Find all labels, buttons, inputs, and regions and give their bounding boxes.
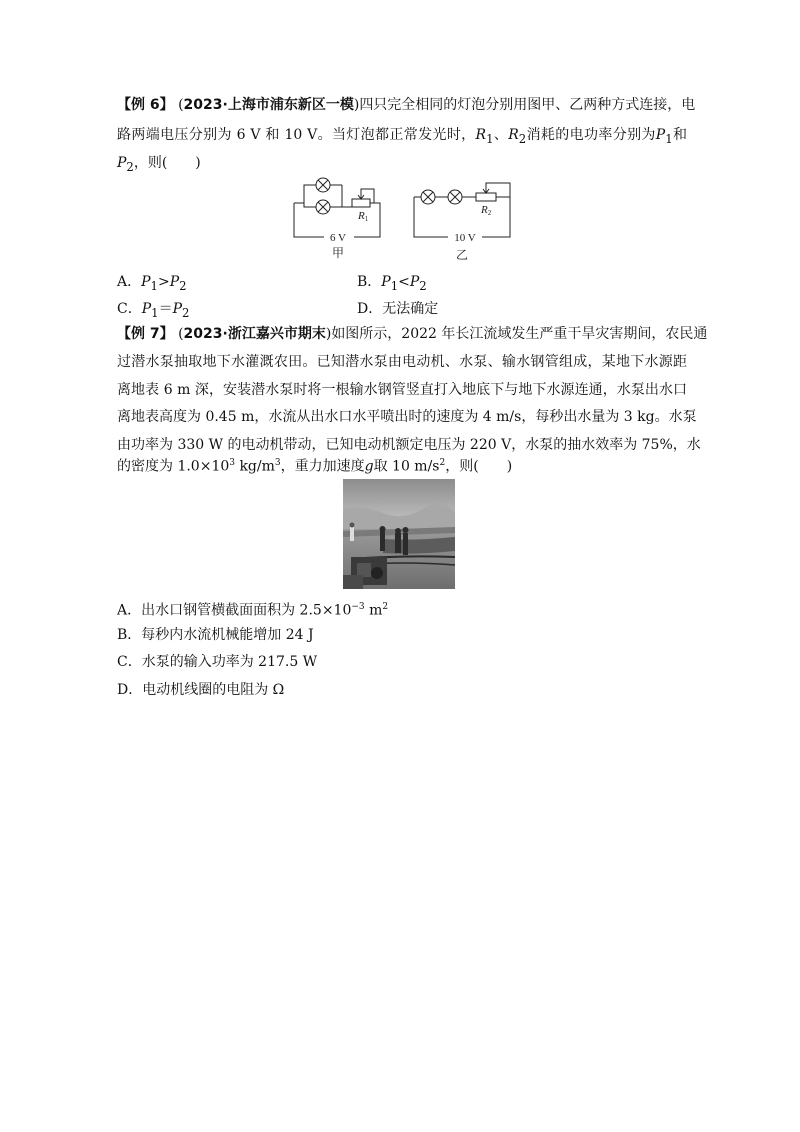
ex6-text-3: ，则( ) [133,155,201,171]
caption-jia: 甲 [331,246,345,260]
ex6-option-b[interactable]: B．$P_1<P_2$ [357,274,427,293]
ex6-option-d[interactable]: D．无法确定 [357,301,439,317]
ex7-tag: 【例 7】 [117,326,174,342]
ex6-line-3: $P_2$，则( ) [117,155,201,174]
ex6-line-2: 路两端电压分别为 6 V 和 10 V。当灯泡都正常发光时，$R_1$、$R_2$消耗的电功率分别为$P_1$和 [117,127,687,146]
ex7-line-6: 的密度为 $1.0\times 10^3$ $kg/m^3$，重力加速度g取 10 $m/s^2$，则( ) [117,458,513,475]
ex7-line-4: 离地表高度为 0.45 m，水流从出水口水平喷出时的速度为 4 m/s，每秒出水量为 3 kg。水泵 [117,409,697,425]
ex7-option-b[interactable]: B．每秒内水流机械能增加 24 J [117,627,314,643]
ex6-source: 2023·上海市浦东新区一模 [183,97,354,113]
ex7-option-d[interactable]: D．电动机线圈的电阻为 Ω [117,682,285,698]
ex6-option-a[interactable]: A．$P_1>P_2$ [117,274,187,293]
ex7-line-3: 离地表 6 m 深，安装潜水泵时将一根输水钢管竖直打入地底下与地下水源连通，水泵出水口 [117,382,687,398]
ex6-text-1: 四只完全相同的灯泡分别用图甲、乙两种方式连接，电 [359,97,696,113]
ex7-text-1: 如图所示，2022 年长江流域发生严重干旱灾害期间，农民通 [331,326,708,342]
ex7-line-2: 过潜水泵抽取地下水灌溉农田。已知潜水泵由电动机、水泵、输水钢管组成，某地下水源距 [117,354,687,370]
ex6-tag: 【例 6】 [117,97,174,113]
ex6-line-1: 【例 6】 (2023·上海市浦东新区一模)四只完全相同的灯泡分别用图甲、乙两种方式连接，电 [117,97,696,113]
ex6-text-2a: 路两端电压分别为 6 V 和 10 V。当灯泡都正常发光时， [117,127,476,143]
ex6-text-2b: 消耗的电功率分别为 [526,127,656,143]
ex6-option-c[interactable]: C．$P_1=P_2$ [117,301,190,320]
circuit-diagram [290,173,530,261]
ex7-line-5: 由功率为 330 W 的电动机带动，已知电动机额定电压为 220 V，水泵的抽水效率为 75%，水 [117,437,701,453]
ex7-line-1: 【例 7】 (2023·浙江嘉兴市期末)如图所示，2022 年长江流域发生严重干旱灾害期间，农民通 [117,326,708,342]
voltage-yi: 10 V [454,232,476,244]
ex7-option-a[interactable]: A．出水口钢管横截面面积为 $2.5\times 10^{-3}$ $m^2$ [117,602,389,619]
ex7-option-c[interactable]: C．水泵的输入功率为 217.5 W [117,654,318,670]
caption-yi: 乙 [455,248,469,261]
voltage-jia: 6 V [330,232,346,244]
label-r1: R1 [358,210,369,223]
ex7-source: 2023·浙江嘉兴市期末 [183,326,326,342]
pump-photo [343,479,455,589]
label-r2: R2 [481,204,492,217]
